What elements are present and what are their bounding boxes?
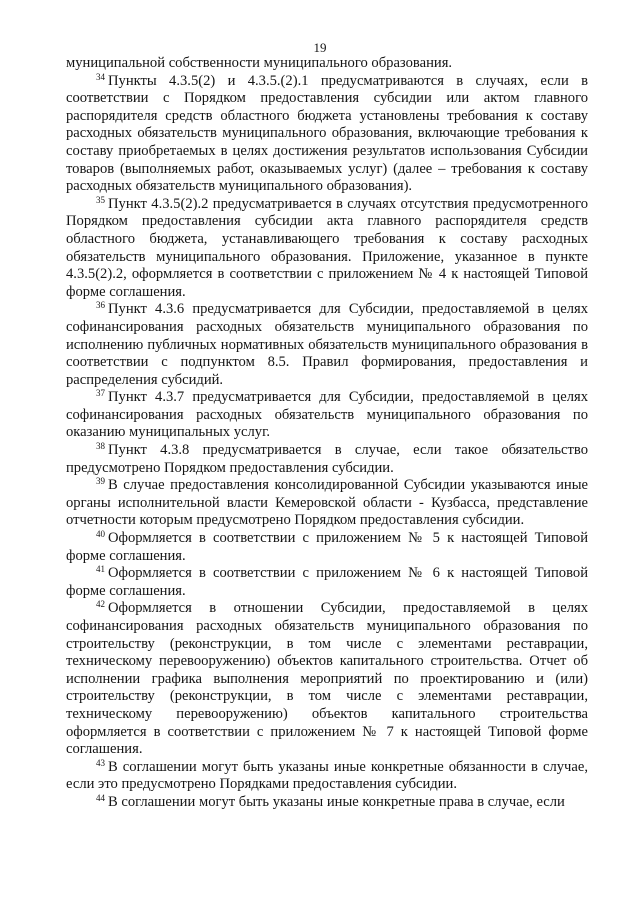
footnote-44 bbox=[66, 794, 588, 812]
footnote-text: Оформляется в соответствии с приложением № 6 к настоящей Типовой форме соглашения. bbox=[66, 565, 588, 599]
footnote-text: Пункты 4.3.5(2) и 4.3.5.(2).1 предусматриваются в случаях, если в соответствии с Порядком предоставления субсидии или актом главного распорядителя средств областного бюджета установлены требования к составу расходных обязательств муниципального образования, включающие требования к составу приобретаемых в целях достижения результатов использования Субсидии товаров (выполняемых работ, оказываемых услуг) (далее – требования к составу расходных обязательств муниципального образования). bbox=[66, 72, 588, 195]
footnote-text: Пункт 4.3.8 предусматривается в случае, если такое обязательство предусмотрено Порядком предоставления субсидии. bbox=[66, 442, 588, 476]
footnote-43 bbox=[66, 759, 588, 794]
footnote-36 bbox=[66, 301, 588, 389]
footnote-number: 40 bbox=[96, 529, 105, 540]
footnotes-text bbox=[66, 55, 588, 812]
footnote-number: 39 bbox=[96, 476, 105, 487]
footnote-text: Пункт 4.3.6 предусматривается для Субсидии, предоставляемой в целях софинансирования расходных обязательств муниципального образования по исполнению публичных нормативных обязательств муниципального образования в соответствии с подпунктом 8.5. Правил формирования, предоставления и распределения субсидий. bbox=[66, 301, 588, 388]
footnote-text: В соглашении могут быть указаны иные конкретные обязанности в случае, если это предусмотрено Порядками предоставления субсидии. bbox=[66, 758, 588, 793]
footnote-38 bbox=[66, 442, 588, 477]
footnote-number: 43 bbox=[96, 757, 105, 768]
footnote-text: Пункт 4.3.5(2).2 предусматривается в случаях отсутствия предусмотренного Порядком предоставления субсидии акта главного распорядителя средств областного бюджета, устанавливающего требования к составу расходных обязательств муниципального образования. Приложение, указанное в пункте 4.3.5(2).2, оформляется в соответствии с приложением № 4 к настоящей Типовой форме соглашения. bbox=[66, 195, 588, 300]
footnote-39 bbox=[66, 477, 588, 530]
footnote-text: муниципальной собственности муниципального образования. bbox=[66, 55, 453, 71]
footnote-number: 37 bbox=[96, 388, 105, 399]
footnote-35 bbox=[66, 196, 588, 302]
footnote-text: Оформляется в отношении Субсидии, предоставляемой в целях софинансирования расходных обязательств муниципального образования по строительству (реконструкции, в том числе с элементами реставрации, техническому перевооружению) объектов капитального строительства. Отчет об исполнении графика выполнения мероприятий по проектированию и (или) строительству (реконструкции, в том числе с элементами реставрации, техническому перевооружению) объектов капитального строительства оформляется в соответствии с приложением № 7 к настоящей Типовой форме соглашения. bbox=[66, 600, 588, 758]
footnote-37 bbox=[66, 389, 588, 442]
footnote-number: 35 bbox=[96, 194, 105, 205]
footnote-continuation bbox=[66, 55, 588, 73]
footnote-34 bbox=[66, 73, 588, 196]
footnote-text: Пункт 4.3.7 предусматривается для Субсидии, предоставляемой в целях софинансирования расходных обязательств муниципального образования по оказанию муниципальных услуг. bbox=[66, 389, 588, 441]
footnote-number: 42 bbox=[96, 599, 105, 610]
footnote-text: В случае предоставления консолидированной Субсидии указываются иные органы исполнительной власти Кемеровской области - Кузбасса, представление отчетности которым предусмотрено Порядком предоставления субсидии. bbox=[66, 477, 588, 529]
footnote-number: 36 bbox=[96, 300, 105, 311]
footnote-number: 44 bbox=[96, 792, 105, 803]
footnote-41 bbox=[66, 565, 588, 600]
page-number: 19 bbox=[313, 40, 327, 55]
footnote-42 bbox=[66, 600, 588, 758]
footnote-number: 38 bbox=[96, 441, 105, 452]
footnote-text: Оформляется в соответствии с приложением № 5 к настоящей Типовой форме соглашения. bbox=[66, 530, 588, 564]
footnote-40 bbox=[66, 530, 588, 565]
footnote-text: В соглашении могут быть указаны иные конкретные права в случае, если bbox=[108, 793, 565, 810]
footnote-number: 34 bbox=[96, 71, 105, 82]
footnote-number: 41 bbox=[96, 564, 105, 575]
